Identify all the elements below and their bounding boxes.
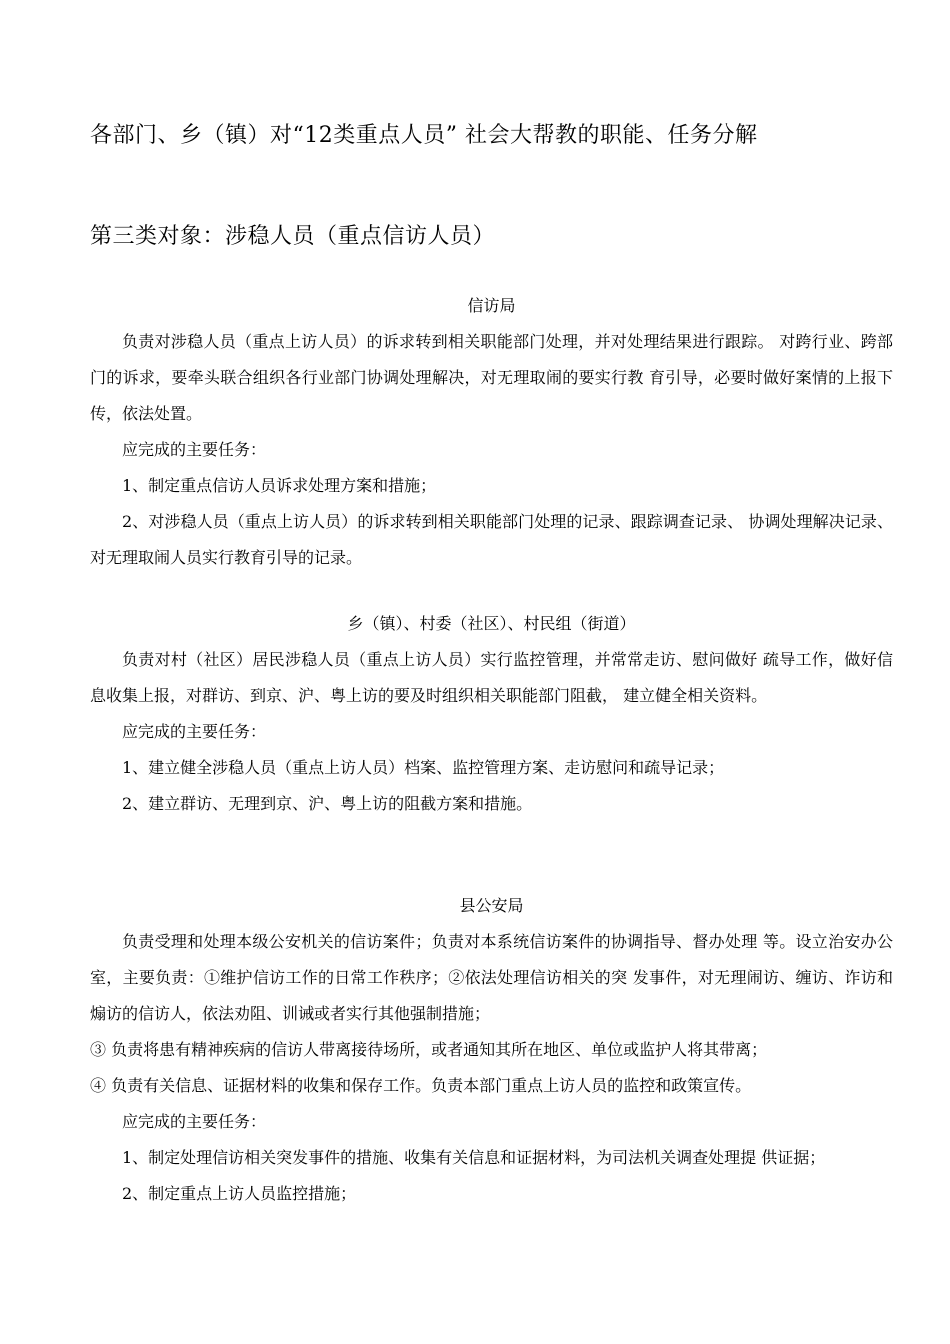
task-item: 1、制定处理信访相关突发事件的措施、收集有关信息和证据材料，为司法机关调查处理提 供证据； — [122, 1148, 826, 1167]
section-extra-line: ③ 负责将患有精神疾病的信访人带离接待场所，或者通知其所在地区、单位或监护人将其带离； — [90, 1040, 768, 1059]
section-township — [90, 606, 893, 822]
section-description: 负责受理和处理本级公安机关的信访案件；负责对本系统信访案件的协调指导、督办处理 等。设立治安办公室，主要负责：①维护信访工作的日常工作秩序；②依法处理信访相关的突 发事件，对无理闹访、缠访、诈访和煽访的信访人，依法劝阻、训诫或者实行其他强制措施； — [90, 932, 893, 1023]
section-description: 负责对涉稳人员（重点上访人员）的诉求转到相关职能部门处理，并对处理结果进行跟踪。 对跨行业、跨部门的诉求，要牵头联合组织各行业部门协调处理解决，对无理取闹的要实行教 育引导，必要时做好案情的上报下传，依法处置。 — [90, 332, 893, 423]
tasks-label: 应完成的主要任务： — [122, 440, 267, 459]
task-item: 1、制定重点信访人员诉求处理方案和措施； — [122, 476, 437, 495]
document-subtitle: 第三类对象：涉稳人员（重点信访人员） — [90, 224, 496, 249]
section-heading: 信访局 — [467, 296, 516, 315]
section-extra-line: ④ 负责有关信息、证据材料的收集和保存工作。负责本部门重点上访人员的监控和政策宣传。 — [90, 1076, 752, 1095]
task-item: 2、建立群访、无理到京、沪、粤上访的阻截方案和措施。 — [122, 794, 533, 813]
section-description: 负责对村（社区）居民涉稳人员（重点上访人员）实行监控管理，并常常走访、慰问做好 疏导工作，做好信息收集上报，对群访、到京、沪、粤上访的要及时组织相关职能部门阻截， 建立健全相关资料。 — [90, 650, 893, 705]
section-heading: 乡（镇）、村委（社区）、村民组（街道） — [347, 614, 636, 633]
section-xinfang-bureau — [90, 288, 893, 576]
tasks-label: 应完成的主要任务： — [122, 722, 267, 741]
task-item: 2、制定重点上访人员监控措施； — [122, 1184, 357, 1203]
section-heading: 县公安局 — [459, 896, 524, 915]
tasks-label: 应完成的主要任务： — [122, 1112, 267, 1131]
section-county-police — [90, 888, 893, 1212]
task-item: 1、建立健全涉稳人员（重点上访人员）档案、监控管理方案、走访慰问和疏导记录； — [122, 758, 725, 777]
task-item: 2、对涉稳人员（重点上访人员）的诉求转到相关职能部门处理的记录、跟踪调查记录、 协调处理解决记录、对无理取闹人员实行教育引导的记录。 — [90, 512, 893, 567]
document-title: 各部门、乡（镇）对“12类重点人员” 社会大帮教的职能、任务分解 — [90, 123, 758, 148]
